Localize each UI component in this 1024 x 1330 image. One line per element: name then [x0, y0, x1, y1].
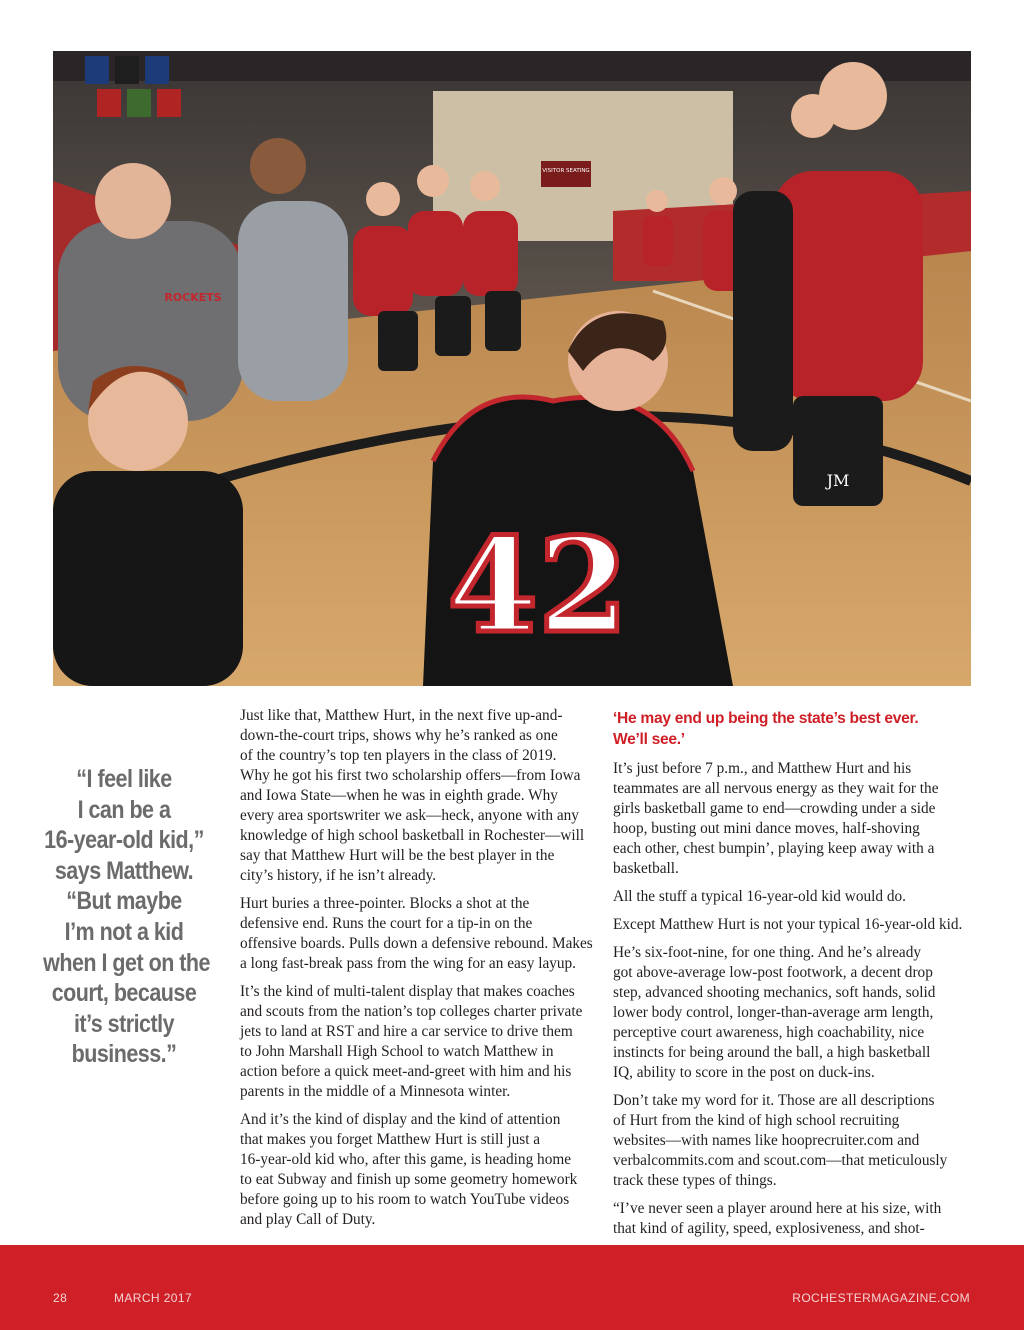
- text-line: Just like that, Matthew Hurt, in the next five up-and-: [240, 707, 563, 724]
- website-link[interactable]: ROCHESTERMAGAZINE.COM: [792, 1291, 970, 1305]
- pull-quote-line: business.”: [71, 1040, 177, 1069]
- text-line: a long fast-break pass from the wing for an easy layup.: [240, 955, 577, 972]
- paragraph: [613, 943, 975, 1083]
- text-line: IQ, ability to score in the post on duck-ins.: [613, 1064, 875, 1081]
- text-line: lower body control, longer-than-average arm length,: [613, 1004, 934, 1021]
- text-line: and play Call of Duty.: [240, 1211, 376, 1228]
- page-number: 28: [53, 1291, 68, 1305]
- text-line: He’s six-foot-nine, for one thing. And he’s already: [613, 944, 921, 961]
- issue-date: MARCH 2017: [114, 1291, 193, 1305]
- pull-quote-line: 16-year-old kid,”: [44, 826, 204, 855]
- text-line: All the stuff a typical 16-year-old kid would do.: [613, 888, 906, 905]
- pull-quote-line: “I feel like: [76, 765, 172, 793]
- paragraph: [613, 915, 975, 935]
- text-line: verbalcommits.com and scout.com—that meticulously: [613, 1152, 948, 1169]
- visitor-seating-sign: VISITOR SEATING: [542, 168, 590, 174]
- text-line: It’s the kind of multi-talent display that makes coaches: [240, 983, 575, 1000]
- text-line: and scouts from the nation’s top colleges charter private: [240, 1003, 583, 1020]
- paragraph: [613, 887, 975, 907]
- pull-quote-line: when I get on the: [43, 948, 210, 977]
- text-line: websites—with names like hooprecruiter.com and: [613, 1132, 920, 1149]
- text-line: say that Matthew Hurt will be the best player in the: [240, 847, 555, 864]
- text-line: It’s just before 7 p.m., and Matthew Hurt and his: [613, 760, 912, 777]
- text-line: to John Marshall High School to watch Matthew in: [240, 1043, 554, 1060]
- text-line: Why he got his first two scholarship offers—from Iowa: [240, 767, 581, 784]
- text-line: every area sportswriter we ask—heck, anyone with any: [240, 807, 579, 824]
- headline-line: ‘He may end up being the state’s best ever.: [613, 710, 919, 727]
- page-footer: [0, 1245, 1024, 1330]
- text-line: knowledge of high school basketball in Rochester—will: [240, 827, 585, 844]
- text-line: of Hurt from the kind of high school recruiting: [613, 1112, 900, 1129]
- article-column-1: [240, 706, 592, 1238]
- text-line: down-the-court trips, shows why he’s ranked as one: [240, 727, 558, 744]
- text-line: Hurt buries a three-pointer. Blocks a shot at the: [240, 895, 530, 912]
- headline-line: We’ll see.’: [613, 731, 685, 748]
- text-line: basketball.: [613, 860, 679, 877]
- pull-quote-line: “But maybe: [66, 887, 182, 916]
- text-line: hoop, busting out mini dance moves, half-shoving: [613, 820, 920, 837]
- pull-quote-line: I’m not a kid: [64, 917, 184, 946]
- text-line: “I’ve never seen a player around here at his size, with: [613, 1200, 942, 1217]
- text-line: perceptive court awareness, high coachability, nice: [613, 1024, 925, 1041]
- text-line: got above-average low-post footwork, a decent drop: [613, 964, 933, 981]
- pull-quote: [43, 764, 210, 1070]
- text-line: step, advanced shooting mechanics, soft hands, solid: [613, 984, 936, 1001]
- pull-quote-line: court, because: [51, 979, 197, 1008]
- paragraph: [613, 1199, 975, 1239]
- text-line: action before a quick meet-and-greet with him and his: [240, 1063, 572, 1080]
- text-line: to eat Subway and finish up some geometry homework: [240, 1171, 578, 1188]
- paragraph: [240, 1110, 592, 1230]
- text-line: jets to land at RST and hire a car service to drive them: [240, 1023, 573, 1040]
- text-line: And it’s the kind of display and the kind of attention: [240, 1111, 561, 1128]
- text-line: Except Matthew Hurt is not your typical 16-year-old kid.: [613, 916, 963, 933]
- pull-quote-line: says Matthew.: [54, 856, 194, 885]
- article-column-2: [613, 706, 975, 1247]
- paragraph: [613, 1091, 975, 1191]
- text-line: offensive boards. Pulls down a defensive rebound. Makes: [240, 935, 593, 952]
- text-line: before going up to his room to watch YouTube videos: [240, 1191, 570, 1208]
- shirt-logo: ROCKETS: [164, 291, 222, 304]
- section-headline: [613, 708, 975, 750]
- text-line: and Iowa State—when he was in eighth grade. Why: [240, 787, 558, 804]
- pull-quote-line: it’s strictly: [73, 1009, 175, 1038]
- text-line: city’s history, if he isn’t already.: [240, 867, 437, 884]
- text-line: 16-year-old kid who, after this game, is heading home: [240, 1151, 572, 1168]
- text-line: defensive end. Runs the court for a tip-in on the: [240, 915, 533, 932]
- team-huddle-photo: [53, 51, 971, 686]
- text-line: that kind of agility, speed, explosiveness, and shot-: [613, 1220, 925, 1237]
- paragraph: [240, 982, 592, 1102]
- text-line: parents in the middle of a Minnesota winter.: [240, 1083, 511, 1100]
- text-line: track these types of things.: [613, 1172, 777, 1189]
- pull-quote-line: I can be a: [77, 795, 171, 824]
- paragraph: [240, 706, 592, 886]
- paragraph: [240, 894, 592, 974]
- text-line: that makes you forget Matthew Hurt is still just a: [240, 1131, 541, 1148]
- text-line: of the country’s top ten players in the class of 2019.: [240, 747, 557, 764]
- paragraph: [613, 759, 975, 879]
- text-line: instincts for being around the ball, a high basketball: [613, 1044, 931, 1061]
- text-line: Don’t take my word for it. Those are all descriptions: [613, 1092, 935, 1109]
- text-line: girls basketball game to end—crowding under a side: [613, 800, 936, 817]
- shorts-logo: JM: [826, 471, 850, 490]
- text-line: each other, chest bumpin’, playing keep away with a: [613, 840, 935, 857]
- jersey-number: 42: [447, 509, 629, 662]
- text-line: teammates are all nervous energy as they wait for the: [613, 780, 939, 797]
